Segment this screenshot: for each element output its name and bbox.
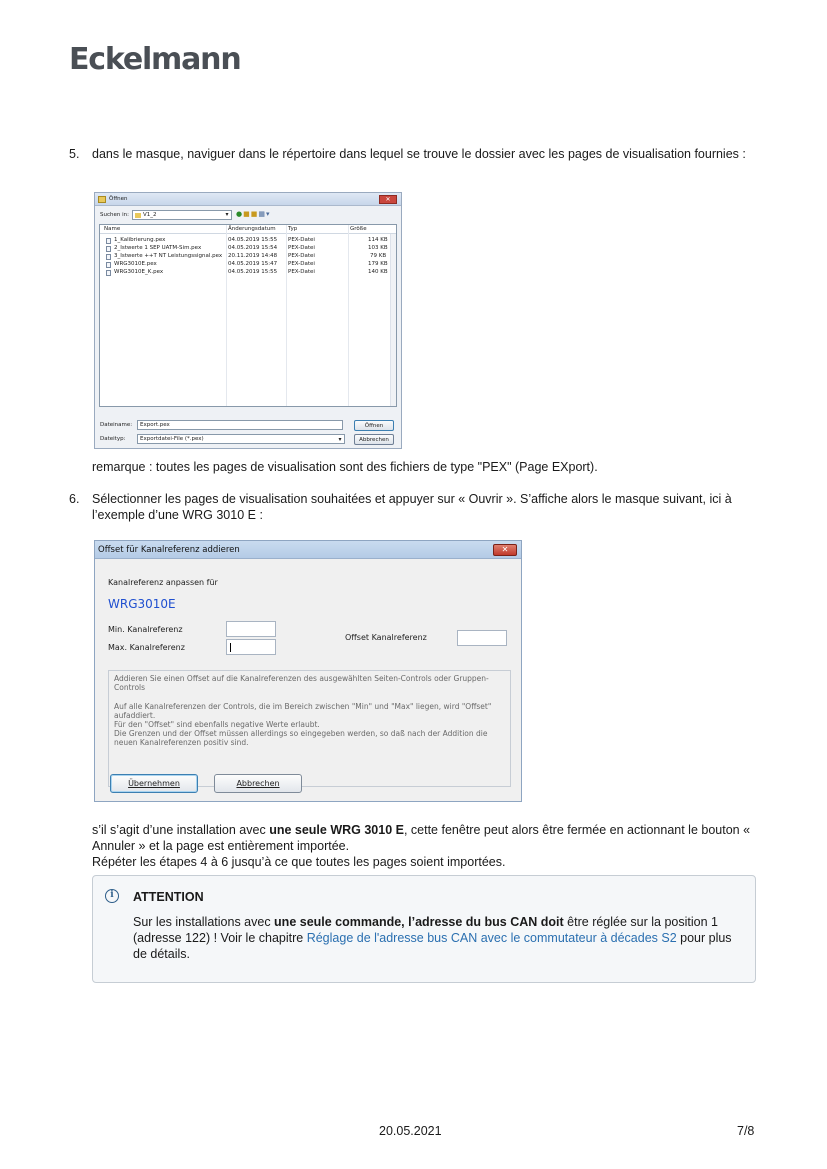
- footer-page-number: 7/8: [737, 1124, 755, 1138]
- file-name: 1_Kalibrierung.pex: [114, 237, 166, 243]
- cancel-button[interactable]: Abbrechen: [354, 434, 394, 445]
- step-text: Sélectionner les pages de visualisation souhaitées et appuyer sur « Ouvrir ». S’affiche alors le masque suivant, ici à l’exemple d’une WRG 3010 E :: [92, 492, 732, 522]
- scrollbar[interactable]: [390, 234, 396, 406]
- offset-dialog: [94, 540, 522, 802]
- dialog-title: Offset für Kanalreferenz addieren: [98, 545, 240, 555]
- file-name: WRG3010E_K.pex: [114, 269, 164, 275]
- info-text: Für den "Offset" sind ebenfalls negative Werte erlaubt.: [114, 720, 320, 729]
- file-icon: [106, 238, 111, 244]
- text: s’il s’agit d’une installation avec: [92, 823, 270, 837]
- text: , cette fenêtre peut alors être fermée en actionnant le bouton « Annuler » et la page est entièrement importée.: [92, 823, 751, 853]
- chevron-down-icon: ▾: [225, 211, 229, 218]
- apply-button[interactable]: Übernehmen: [110, 774, 198, 793]
- cancel-button[interactable]: Abbrechen: [214, 774, 302, 793]
- filename-label: Dateiname:: [100, 422, 133, 428]
- step-number: 6.: [69, 492, 80, 506]
- file-size: 179 KB: [368, 261, 388, 267]
- column-type[interactable]: Typ: [288, 226, 298, 232]
- info-text: Auf alle Kanalreferenzen der Controls, die im Bereich zwischen "Min" und "Max" liegen, wird "Offset" aufaddiert.: [114, 702, 492, 720]
- dialog-titlebar: [95, 193, 401, 206]
- file-date: 04.05.2019 15:55: [228, 237, 278, 243]
- text: pour plus de détails.: [133, 931, 732, 961]
- offset-label: Offset Kanalreferenz: [345, 633, 427, 642]
- remark-text: remarque : toutes les pages de visualisation sont des fichiers de type "PEX" (Page EXport).: [92, 460, 598, 474]
- step-5: [69, 146, 759, 162]
- info-text: Addieren Sie einen Offset auf die Kanalreferenzen des ausgewählten Seiten-Controls oder Gruppen-Controls: [114, 674, 489, 692]
- file-icon: [106, 270, 111, 276]
- file-type: PEX-Datei: [288, 261, 315, 267]
- file-size: 114 KB: [368, 237, 388, 243]
- chevron-down-icon: ▾: [338, 436, 342, 443]
- close-icon[interactable]: ✕: [379, 195, 397, 204]
- column-date[interactable]: Änderungsdatum: [228, 226, 276, 232]
- filetype-label: Dateityp:: [100, 436, 126, 442]
- max-input[interactable]: [226, 639, 276, 655]
- file-name: WRG3010E.pex: [114, 261, 157, 267]
- attention-body: [133, 914, 733, 962]
- toolbar-icons[interactable]: [236, 210, 286, 220]
- min-input[interactable]: [226, 621, 276, 637]
- eckelmann-logo: Eckelmann: [69, 42, 241, 77]
- file-list-header: [100, 225, 396, 234]
- after-paragraph-2: Répéter les étapes 4 à 6 jusqu’à ce que toutes les pages soient importées.: [92, 855, 506, 869]
- filetype-value: Exportdatei-File (*.pex): [140, 436, 204, 442]
- file-icon: [106, 254, 111, 260]
- open-button[interactable]: Öffnen: [354, 420, 394, 431]
- file-row[interactable]: [100, 253, 396, 261]
- file-date: 20.11.2019 14:48: [228, 253, 278, 259]
- up-folder-icon[interactable]: ■: [243, 210, 251, 218]
- bold-text: une seule WRG 3010 E: [269, 823, 404, 837]
- file-type: PEX-Datei: [288, 253, 315, 259]
- attention-callout: [92, 875, 756, 983]
- min-label: Min. Kanalreferenz: [108, 625, 183, 634]
- bold-text: une seule commande, l’adresse du bus CAN doit: [274, 915, 564, 929]
- file-type: PEX-Datei: [288, 237, 315, 243]
- look-in-label: Suchen in:: [100, 212, 129, 218]
- dialog-title: Öffnen: [109, 196, 128, 202]
- step-text: dans le masque, naviguer dans le répertoire dans lequel se trouve le dossier avec les pages de visualisation fournies :: [92, 147, 746, 161]
- text: Sur les installations avec: [133, 915, 275, 929]
- file-row[interactable]: [100, 261, 396, 269]
- file-date: 04.05.2019 15:47: [228, 261, 278, 267]
- file-size: 79 KB: [370, 253, 387, 259]
- info-group: [108, 670, 511, 787]
- file-type: PEX-Datei: [288, 245, 315, 251]
- max-label: Max. Kanalreferenz: [108, 643, 185, 652]
- adapt-label: Kanalreferenz anpassen für: [108, 578, 218, 587]
- info-text: Die Grenzen und der Offset müssen allerdings so eingegeben werden, so daß nach der Addition die neuen Kanalreferenzen positiv sind.: [114, 729, 488, 747]
- filename-input[interactable]: Export.pex: [137, 420, 343, 430]
- column-name[interactable]: Name: [104, 226, 121, 232]
- file-icon: [106, 246, 111, 252]
- offset-input[interactable]: [457, 630, 507, 646]
- attention-title: ATTENTION: [133, 890, 204, 904]
- file-list: [99, 224, 397, 407]
- file-row[interactable]: [100, 245, 396, 253]
- file-size: 140 KB: [368, 269, 388, 275]
- file-row[interactable]: [100, 237, 396, 245]
- back-icon[interactable]: ●: [236, 210, 244, 218]
- file-type: PEX-Datei: [288, 269, 315, 275]
- after-paragraph-1: [92, 822, 762, 854]
- file-open-dialog: [94, 192, 402, 449]
- file-row[interactable]: [100, 269, 396, 277]
- file-size: 103 KB: [368, 245, 388, 251]
- file-date: 04.05.2019 15:55: [228, 269, 278, 275]
- device-name: WRG3010E: [108, 597, 176, 611]
- info-icon: i: [105, 889, 119, 903]
- file-date: 04.05.2019 15:54: [228, 245, 278, 251]
- close-icon[interactable]: ✕: [493, 544, 517, 556]
- look-in-value: V1_2: [143, 212, 157, 218]
- look-in-select[interactable]: [132, 210, 232, 220]
- column-size[interactable]: Größe: [350, 226, 367, 232]
- step-6: [69, 491, 759, 523]
- view-menu-icon[interactable]: ▦▾: [258, 210, 271, 218]
- file-icon: [106, 262, 111, 268]
- folder-icon: [98, 196, 106, 203]
- text: être réglée sur la position 1 (adresse 122) ! Voir le chapitre: [133, 915, 718, 945]
- footer-date: 20.05.2021: [379, 1124, 442, 1138]
- chapter-link[interactable]: Réglage de l'adresse bus CAN avec le commutateur à décades S2: [306, 931, 677, 945]
- file-name: 3_Istwerte ++T NT Leistungssignal.pex: [114, 253, 223, 259]
- step-number: 5.: [69, 147, 80, 161]
- filetype-select[interactable]: [137, 434, 345, 444]
- file-name: 2_Istwerte 1 SEP UATM-Sim.pex: [114, 245, 202, 251]
- dialog-titlebar: [95, 541, 521, 559]
- new-folder-icon[interactable]: ■: [250, 210, 259, 218]
